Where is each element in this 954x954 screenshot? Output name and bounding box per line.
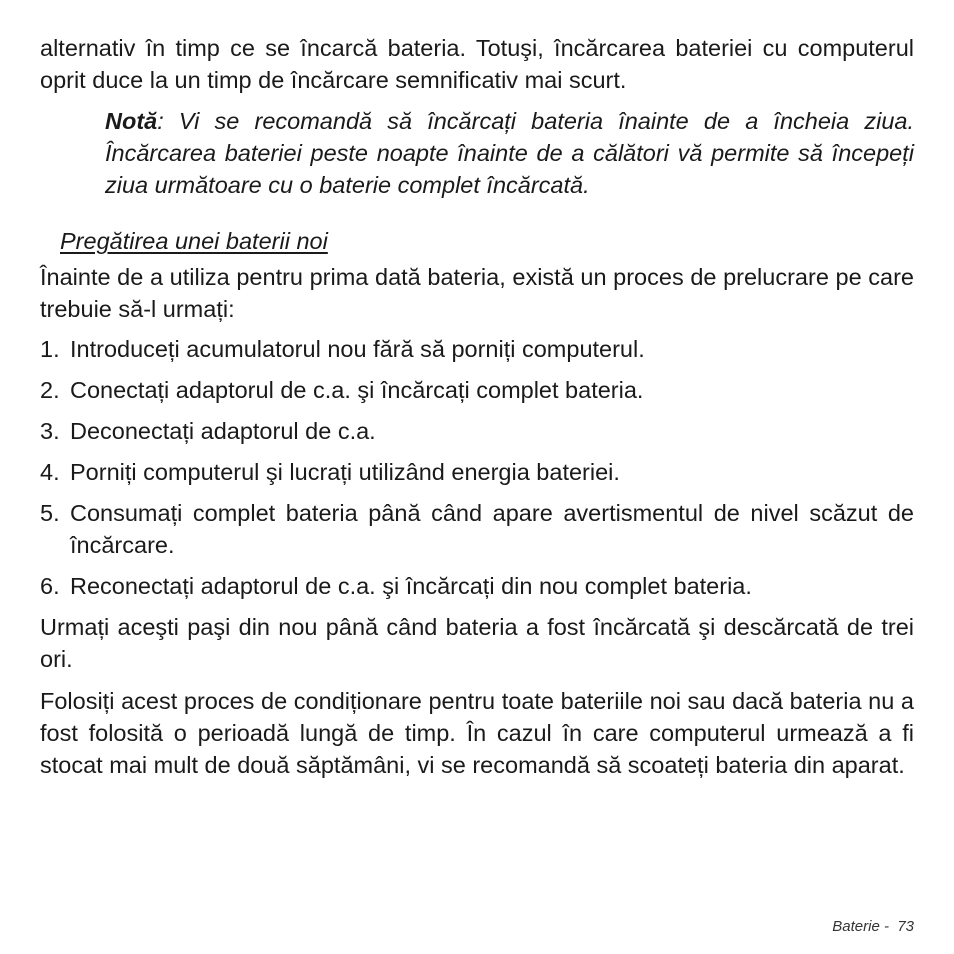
conditioning-paragraph: Folosiți acest proces de condiționare pentru toate bateriile noi sau dacă bateria nu a fost folosită o perioadă lungă de timp. În cazul în care computerul urmează a fi stocat mai mult de două săptămâni, vi se recomandă să scoateți bateria din aparat. — [40, 688, 914, 778]
intro-paragraph: alternativ în timp ce se încarcă bateria. Totuşi, încărcarea bateriei cu computerul oprit duce la un timp de încărcare semnificativ mai scurt. — [40, 35, 914, 93]
list-item — [40, 456, 914, 488]
list-item — [40, 497, 914, 561]
list-item — [40, 415, 914, 447]
step-text: Deconectați adaptorul de c.a. — [70, 418, 376, 444]
note-text: : Vi se recomandă să încărcați bateria înainte de a încheia ziua. Încărcarea bateriei peste noapte înainte de a călători vă permite să începeți ziua următoare cu o baterie complet încărcată. — [105, 108, 914, 198]
page-content — [40, 32, 914, 781]
page-footer — [832, 918, 914, 935]
list-item — [40, 570, 914, 602]
note-block — [105, 105, 914, 201]
step-text: Porniți computerul şi lucrați utilizând energia bateriei. — [70, 459, 620, 485]
step-text: Introduceți acumulatorul nou fără să porniți computerul. — [70, 336, 645, 362]
step-text: Consumați complet bateria până când apare avertismentul de nivel scăzut de încărcare. — [70, 500, 914, 558]
step-number: 5. — [40, 500, 60, 526]
steps-list — [40, 333, 914, 602]
step-number: 2. — [40, 377, 60, 403]
repeat-paragraph: Urmați aceşti paşi din nou până când bateria a fost încărcată şi descărcată de trei ori. — [40, 614, 914, 672]
section-heading: Pregătirea unei baterii noi — [60, 228, 328, 254]
step-number: 1. — [40, 336, 60, 362]
step-text: Reconectați adaptorul de c.a. şi încărcați din nou complet bateria. — [70, 573, 752, 599]
list-item — [40, 333, 914, 365]
note-label: Notă — [105, 108, 158, 134]
list-item — [40, 374, 914, 406]
step-number: 6. — [40, 573, 60, 599]
section-intro: Înainte de a utiliza pentru prima dată bateria, există un proces de prelucrare pe care trebuie să-l urmați: — [40, 264, 914, 322]
page-number: 73 — [897, 918, 914, 935]
step-text: Conectați adaptorul de c.a. şi încărcați complet bateria. — [70, 377, 644, 403]
step-number: 3. — [40, 418, 60, 444]
step-number: 4. — [40, 459, 60, 485]
footer-section: Baterie - — [832, 918, 889, 935]
